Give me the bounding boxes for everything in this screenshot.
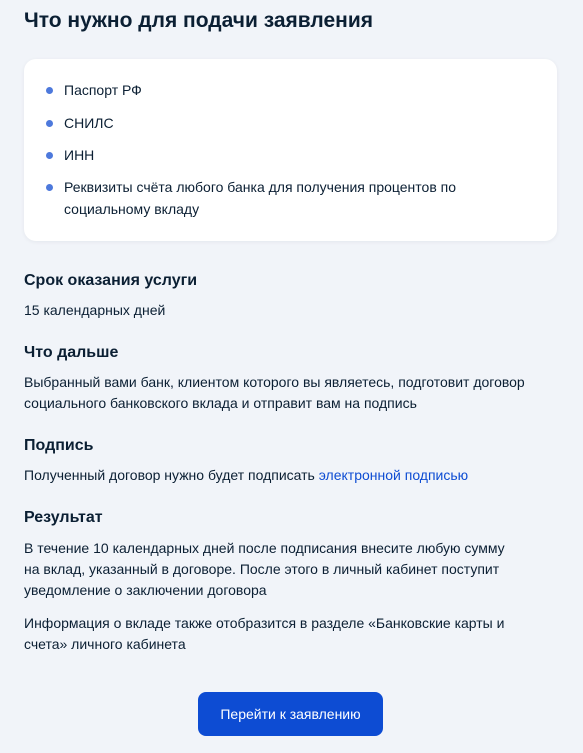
result-section-title: Результат [24, 509, 103, 526]
document-label: Паспорт РФ [64, 82, 142, 98]
go-to-application-button[interactable]: Перейти к заявлению [198, 692, 383, 736]
bullet-icon [46, 152, 53, 159]
document-label: Реквизиты счёта любого банка для получения процентов по социальному вкладу [64, 179, 457, 217]
term-section-title: Срок оказания услуги [24, 272, 198, 289]
document-item-inn [64, 144, 484, 166]
document-item-passport [64, 79, 484, 101]
required-documents-card [24, 59, 557, 241]
signature-section-text [24, 465, 544, 486]
result-paragraph-1: В течение 10 календарных дней после подписания внесите любую сумму на вклад, указанный в договоре. После этого в личный кабинет поступит уведомление о заключении договора [24, 540, 505, 598]
signature-section-title: Подпись [24, 437, 94, 454]
bullet-icon [46, 120, 53, 127]
term-section-text: 15 календарных дней [24, 302, 166, 318]
next-steps-section-title: Что дальше [24, 344, 119, 361]
bullet-icon [46, 184, 53, 191]
result-paragraph-2: Информация о вкладе также отобразится в разделе «Банковские карты и счета» личного кабинета [24, 615, 505, 652]
document-item-snils [64, 112, 484, 134]
electronic-signature-link[interactable]: электронной подписью [318, 467, 469, 483]
document-item-bank-details [64, 176, 484, 220]
document-label: СНИЛС [64, 115, 114, 131]
signature-text: Полученный договор нужно будет подписать [24, 467, 319, 483]
bullet-icon [46, 87, 53, 94]
next-steps-section-text: Выбранный вами банк, клиентом которого вы являетесь, подготовит договор социального банковского вклада и отправит вам на подпись [24, 374, 525, 411]
document-label: ИНН [64, 147, 95, 163]
page-title: Что нужно для подачи заявления [24, 9, 374, 32]
